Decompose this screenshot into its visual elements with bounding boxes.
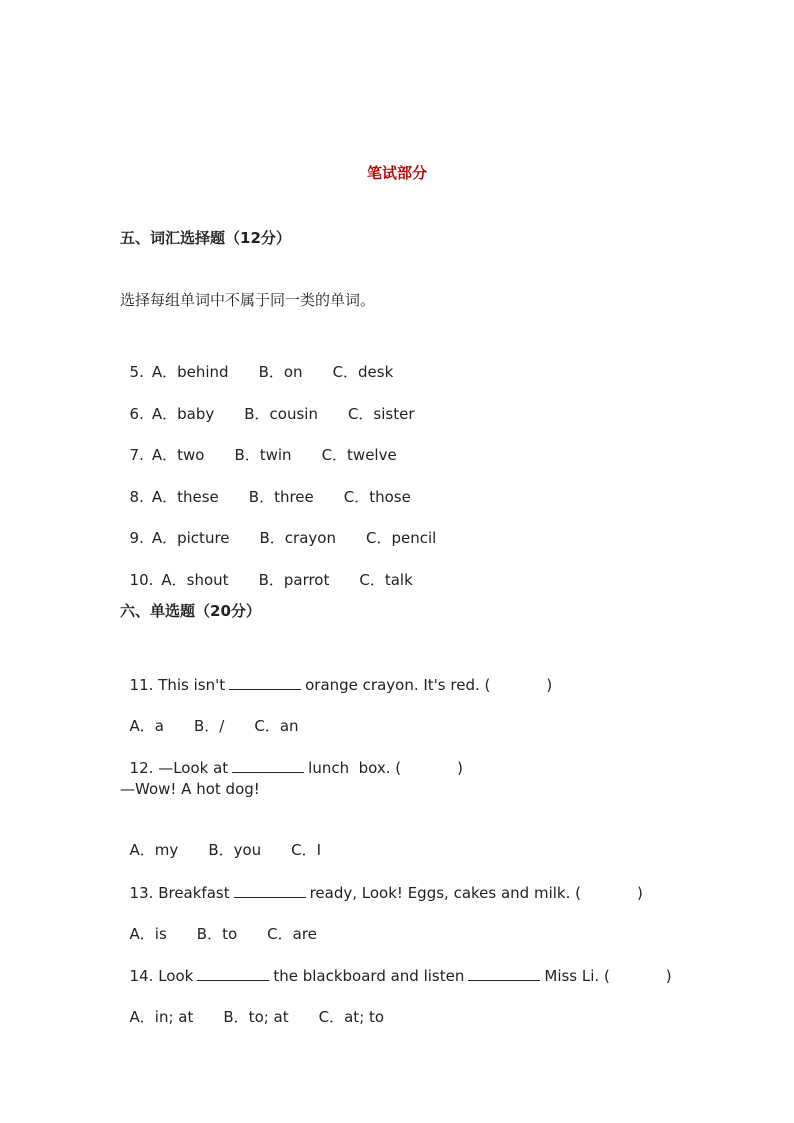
option-c: C．I — [291, 841, 322, 859]
option-a: A．shout — [161, 571, 229, 589]
section-heading-single-choice: 六、单选题（20分） — [120, 602, 261, 620]
option-b: B．/ — [194, 717, 225, 735]
option-c: C．talk — [359, 571, 413, 589]
question-number: 12. — [129, 759, 154, 777]
question-number: 13. — [129, 884, 154, 902]
question-text: —Look at — [158, 759, 229, 777]
question-number: 6. — [129, 405, 144, 423]
options-14 — [120, 987, 384, 1027]
question-text: Look — [158, 967, 194, 985]
answer-blank — [234, 882, 306, 898]
question-10 — [120, 550, 413, 590]
question-text: orange crayon. It's red. ( — [305, 676, 491, 694]
question-14 — [120, 945, 672, 986]
option-b: B．on — [258, 363, 303, 381]
question-7 — [120, 425, 397, 465]
option-a: A．these — [151, 488, 219, 506]
paren-close: ) — [546, 676, 553, 694]
section-instruction: 选择每组单词中不属于同一类的单词。 — [120, 291, 376, 309]
answer-blank — [229, 674, 301, 690]
option-a: A．is — [129, 925, 167, 943]
option-c: C．twelve — [321, 446, 397, 464]
question-12 — [120, 737, 463, 778]
options-13 — [120, 904, 317, 944]
option-c: C．an — [254, 717, 299, 735]
option-a: A．picture — [151, 529, 230, 547]
options-12 — [120, 820, 321, 860]
option-a: A．a — [129, 717, 165, 735]
option-a: A．two — [151, 446, 205, 464]
page-title: 笔试部分 — [366, 164, 427, 182]
question-number: 7. — [129, 446, 144, 464]
option-c: C．desk — [332, 363, 394, 381]
question-12-reply: —Wow! A hot dog! — [120, 780, 260, 798]
question-number: 8. — [129, 488, 144, 506]
paren-close: ) — [665, 967, 672, 985]
option-a: A．baby — [151, 405, 215, 423]
answer-blank — [468, 965, 540, 981]
question-number: 5. — [129, 363, 144, 381]
option-b: B．three — [248, 488, 314, 506]
question-number: 14. — [129, 967, 154, 985]
question-text: the blackboard and listen — [273, 967, 465, 985]
option-c: C．are — [267, 925, 317, 943]
option-c: C．pencil — [365, 529, 437, 547]
options-11 — [120, 696, 299, 736]
question-6 — [120, 384, 415, 424]
question-text: Breakfast — [158, 884, 230, 902]
question-13 — [120, 862, 643, 903]
option-c: C．sister — [347, 405, 415, 423]
question-number: 9. — [129, 529, 144, 547]
option-b: B．twin — [234, 446, 292, 464]
option-b: B．to — [196, 925, 238, 943]
option-b: B．you — [208, 841, 262, 859]
option-c: C．those — [343, 488, 411, 506]
question-5 — [120, 342, 393, 382]
question-number: 11. — [129, 676, 154, 694]
option-a: A．behind — [151, 363, 229, 381]
option-b: B．to; at — [223, 1008, 289, 1026]
option-b: B．crayon — [259, 529, 336, 547]
question-number: 10. — [129, 571, 154, 589]
option-a: A．my — [129, 841, 179, 859]
question-text: lunch box. ( — [308, 759, 402, 777]
option-c: C．at; to — [318, 1008, 385, 1026]
paren-close: ) — [457, 759, 464, 777]
question-8 — [120, 467, 411, 507]
answer-blank — [197, 965, 269, 981]
question-text: This isn't — [158, 676, 226, 694]
answer-blank — [232, 757, 304, 773]
question-text: ready, Look! Eggs, cakes and milk. ( — [309, 884, 581, 902]
option-b: B．parrot — [258, 571, 330, 589]
paren-close: ) — [637, 884, 643, 902]
question-9 — [120, 508, 436, 548]
option-b: B．cousin — [244, 405, 318, 423]
section-heading-vocabulary: 五、词汇选择题（12分） — [120, 229, 291, 247]
option-a: A．in; at — [129, 1008, 194, 1026]
question-11 — [120, 654, 552, 695]
question-text: Miss Li. ( — [544, 967, 610, 985]
